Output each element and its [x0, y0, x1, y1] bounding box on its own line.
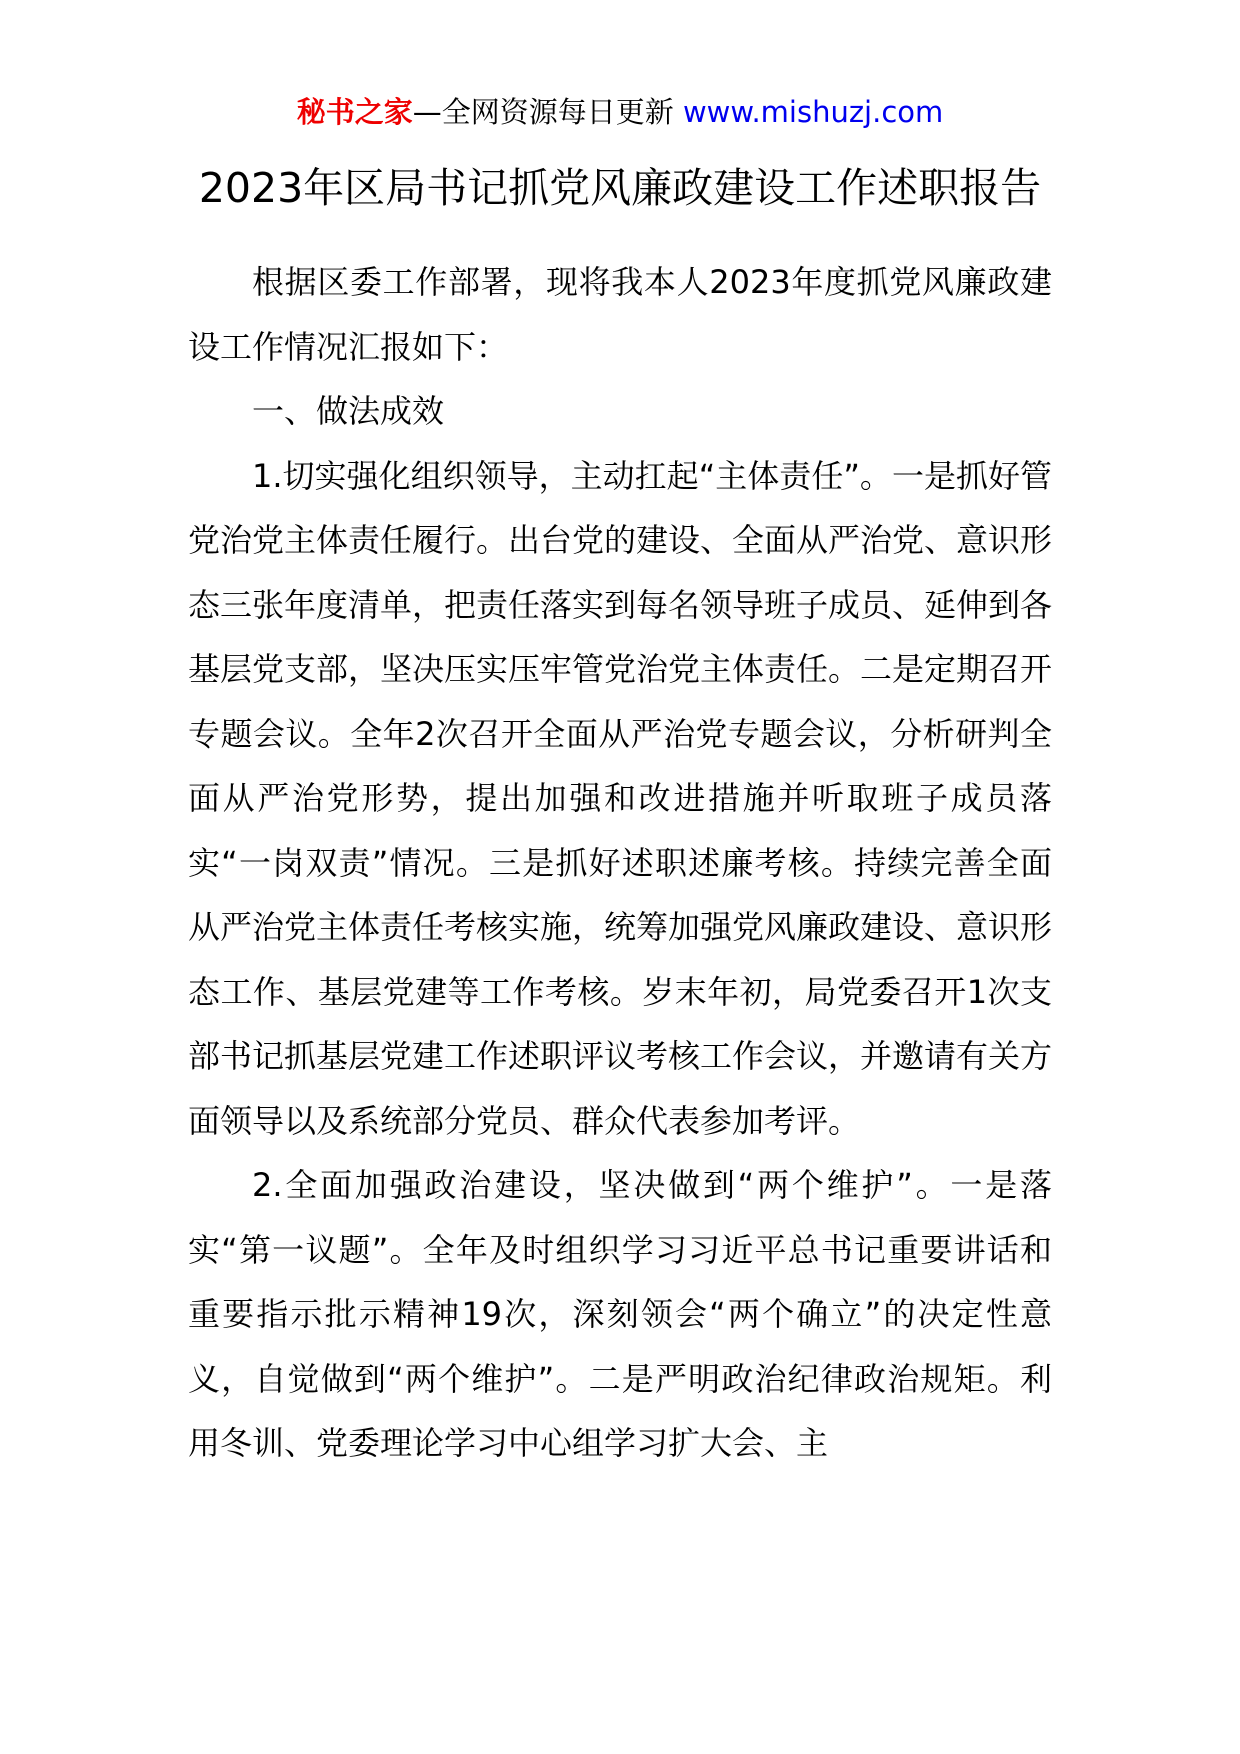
- banner-tagline: —全网资源每日更新: [412, 95, 674, 129]
- site-link[interactable]: www.mishuzj.com: [682, 95, 944, 129]
- document-body: [188, 250, 1052, 1476]
- brand-name: 秘书之家: [296, 95, 413, 129]
- section-heading: 一、做法成效: [252, 392, 445, 430]
- header-banner: [0, 92, 1240, 132]
- body-paragraph: 1.切实强化组织领导，主动扛起“主体责任”。一是抓好管党治党主体责任履行。出台党的建设、全面从严治党、意识形态三张年度清单，把责任落实到每名领导班子成员、延伸到各基层党支部，坚决压实压牢管党治党主体责任。二是定期召开专题会议。全年2次召开全面从严治党专题会议，分析研判全面从严治党形势，提出加强和改进措施并听取班子成员落实“一岗双责”情况。三是抓好述职述廉考核。持续完善全面从严治党主体责任考核实施，统筹加强党风廉政建设、意识形态工作、基层党建等工作考核。岁末年初，局党委召开1次支部书记抓基层党建工作述职评议考核工作会议，并邀请有关方面领导以及系统部分党员、群众代表参加考评。: [188, 456, 1053, 1140]
- intro-paragraph: 根据区委工作部署，现将我本人2023年度抓党风廉政建设工作情况汇报如下：: [188, 263, 1052, 366]
- body-paragraph: 2.全面加强政治建设，坚决做到“两个维护”。一是落实“第一议题”。全年及时组织学习习近平总书记重要讲话和重要指示批示精神19次，深刻领会“两个确立”的决定性意义，自觉做到“两个维护”。二是严明政治纪律政治规矩。利用冬训、党委理论学习中心组学习扩大会、主: [188, 1166, 1052, 1462]
- document-title: 2023年区局书记抓党风廉政建设工作述职报告: [198, 164, 1042, 212]
